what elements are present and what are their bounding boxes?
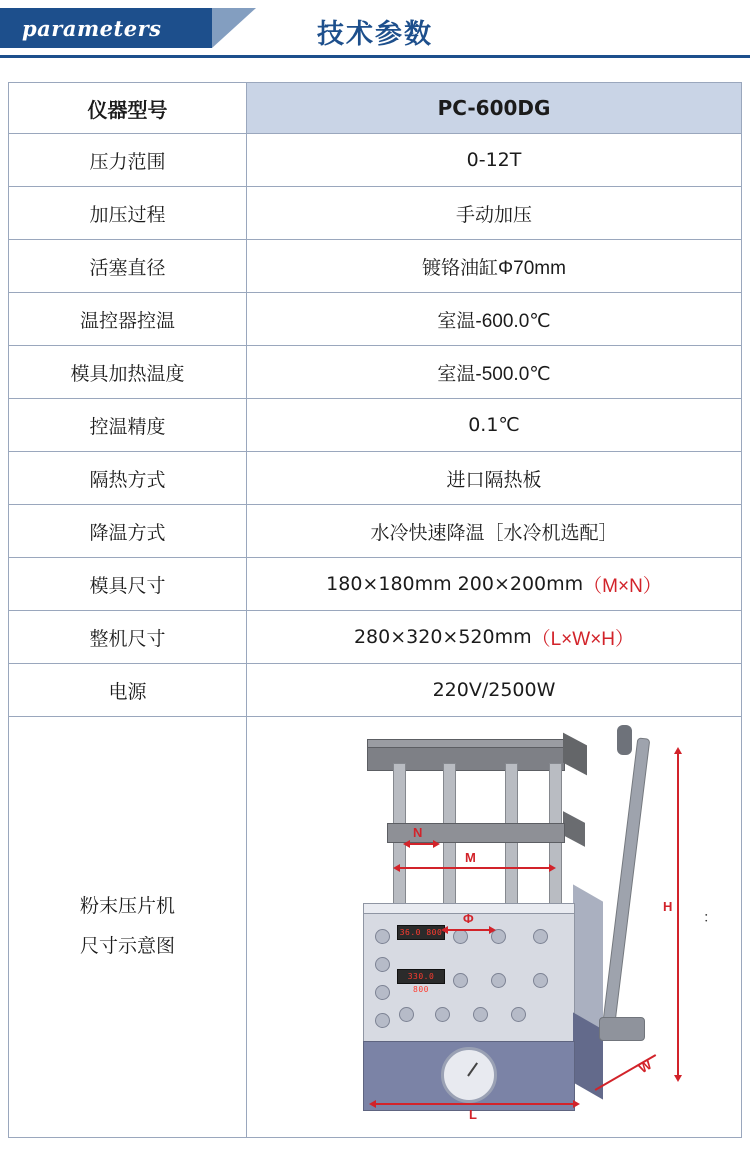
banner-label: parameters [22,15,162,41]
header-label-cell: 仪器型号 [9,83,247,133]
figure-cell [247,717,741,1137]
dim-arrow-h-down [674,1075,682,1082]
page-header [0,0,750,62]
row-value-accent: （L×W×H） [531,628,635,650]
top-plate-side [563,733,587,776]
page-title: 技术参数 [317,19,433,49]
dim-arrow-m-left [393,864,400,872]
figure-label [9,717,247,1137]
row-label: 隔热方式 [9,452,247,504]
dim-label-diameter: Φ [463,911,474,926]
dim-label-n: N [413,825,423,840]
header-model-cell: PC-600DG [247,83,741,133]
control-knob [491,973,506,988]
body-side-panel [573,884,603,1031]
table-row [9,505,741,558]
dim-label-w: W [636,1056,655,1077]
dim-arrow-n-right [433,840,440,848]
table-row [9,293,741,346]
dim-arrow-l-left [369,1100,376,1108]
heating-plate-side [563,811,585,847]
dim-label-m: M [465,850,476,865]
table-row [9,558,741,611]
row-label: 模具加热温度 [9,346,247,398]
control-knob [375,929,390,944]
table-row [9,134,741,187]
press-machine-illustration [247,717,741,1137]
dim-arrow-l-right [573,1100,580,1108]
row-value: 0.1℃ [468,414,520,436]
row-label: 加压过程 [9,187,247,239]
control-knob [399,1007,414,1022]
table-row [9,399,741,452]
figure-row [9,717,741,1138]
table-row [9,187,741,240]
dim-line-n [407,843,435,845]
pressure-gauge [441,1047,497,1103]
dim-arrow-d-right [489,926,496,934]
row-label: 降温方式 [9,505,247,557]
table-row [9,664,741,717]
row-value: 220V/2500W [432,679,556,701]
dim-line-l [375,1103,575,1105]
dim-label-h: H [663,899,673,914]
control-knob [511,1007,526,1022]
figure-note: ： [703,909,717,925]
dim-arrow-d-left [441,926,448,934]
control-knob [375,985,390,1000]
row-label: 温控器控温 [9,293,247,345]
control-knob [453,929,468,944]
dim-label-l: L [469,1107,477,1122]
row-value-accent: （M×N） [583,575,662,597]
row-value: 0-12T [466,149,522,171]
control-knob [375,1013,390,1028]
row-label: 电源 [9,664,247,716]
row-value: 室温-500.0℃ [437,363,551,385]
dim-arrow-h-up [674,747,682,754]
row-value: 手动加压 [455,204,532,226]
temperature-display-top: 36.0 800 [397,925,445,940]
row-value [247,611,741,663]
control-knob [453,973,468,988]
specs-table [8,82,742,1138]
header-divider [0,55,750,58]
row-value: 室温-600.0℃ [437,310,551,332]
pump-lever [601,737,651,1038]
dim-line-h [677,753,679,1077]
row-label: 控温精度 [9,399,247,451]
pump-housing [599,1017,645,1041]
row-label: 压力范围 [9,134,247,186]
dim-line-diameter [447,929,491,931]
temperature-display-bottom: 330.0 800 [397,969,445,984]
row-label: 整机尺寸 [9,611,247,663]
figure-label-line2: 尺寸示意图 [79,936,175,957]
table-row [9,452,741,505]
control-knob [473,1007,488,1022]
figure-label-line1: 粉末压片机 [79,896,175,918]
control-knob [533,929,548,944]
dim-arrow-n-left [403,840,410,848]
row-value: 镀铬油缸Φ70mm [422,257,566,279]
table-header-row [9,83,741,134]
pump-lever-grip [617,725,632,755]
row-label: 活塞直径 [9,240,247,292]
table-row [9,611,741,664]
row-value-main: 180×180mm 200×200mm [326,573,584,595]
row-value [247,558,741,610]
control-knob [435,1007,450,1022]
table-row [9,346,741,399]
control-knob [375,957,390,972]
dim-line-m [399,867,551,869]
table-row [9,240,741,293]
row-value: 进口隔热板 [446,469,542,491]
row-label: 模具尺寸 [9,558,247,610]
row-value: 水冷快速降温［水冷机选配］ [370,522,618,544]
row-value-main: 280×320×520mm [353,626,532,648]
control-knob [533,973,548,988]
dim-arrow-m-right [549,864,556,872]
